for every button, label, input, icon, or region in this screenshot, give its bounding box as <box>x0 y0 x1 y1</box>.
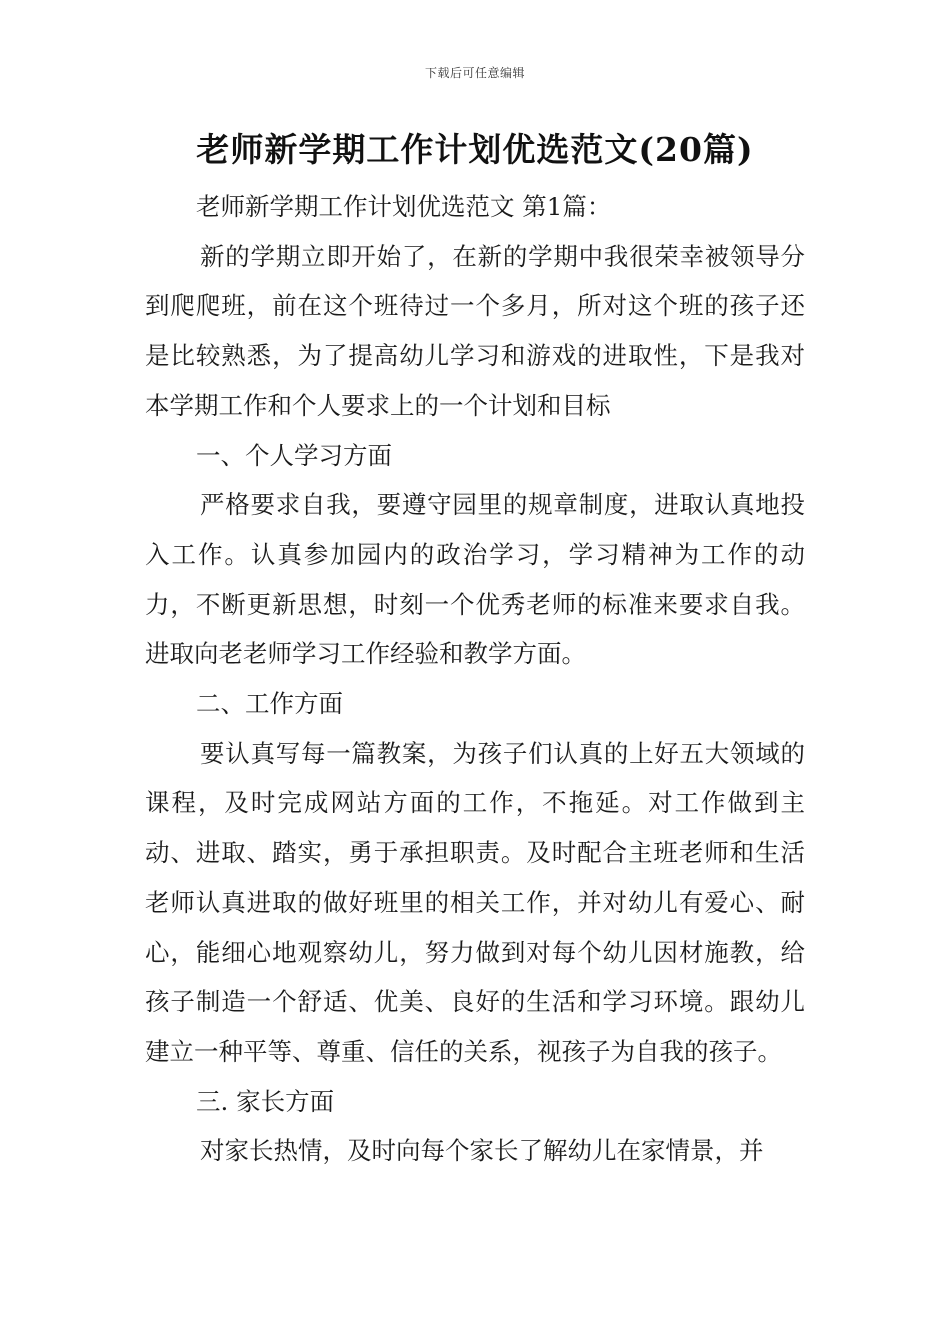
document-title: 老师新学期工作计划优选范文(20篇) <box>196 130 754 169</box>
paragraph-personal-study: 严格要求自我，要遵守园里的规章制度，进取认真地投入工作。认真参加园内的政治学习，学习精神为工作的动力，不断更新思想，时刻一个优秀老师的标准来要求自我。进取向老老师学习工作经验和教学方面。 <box>145 490 805 669</box>
heading-work: 二、工作方面 <box>196 689 343 719</box>
paragraph-work: 要认真写每一篇教案，为孩子们认真的上好五大领域的课程，及时完成网站方面的工作，不拖延。对工作做到主动、进取、踏实，勇于承担职责。及时配合主班老师和生活老师认真进取的做好班里的相关工作，并对幼儿有爱心、耐心，能细心地观察幼儿，努力做到对每个幼儿因材施教，给孩子制造一个舒适、优美、良好的生活和学习环境。跟幼儿建立一种平等、尊重、信任的关系，视孩子为自我的孩子。 <box>145 738 805 1066</box>
heading-parents: 三. 家长方面 <box>196 1086 335 1116</box>
document-body <box>145 182 805 1176</box>
paragraph-intro: 新的学期立即开始了，在新的学期中我很荣幸被领导分到爬爬班，前在这个班待过一个多月，所对这个班的孩子还是比较熟悉，为了提高幼儿学习和游戏的进取性，下是我对本学期工作和个人要求上的一个计划和目标 <box>145 241 805 420</box>
heading-personal-study: 一、个人学习方面 <box>196 440 392 470</box>
paragraph-parents: 对家长热情，及时向每个家长了解幼儿在家情景，并 <box>200 1136 764 1166</box>
section-subtitle: 老师新学期工作计划优选范文 第1篇： <box>196 192 612 221</box>
header-note: 下载后可任意编辑 <box>424 66 525 80</box>
